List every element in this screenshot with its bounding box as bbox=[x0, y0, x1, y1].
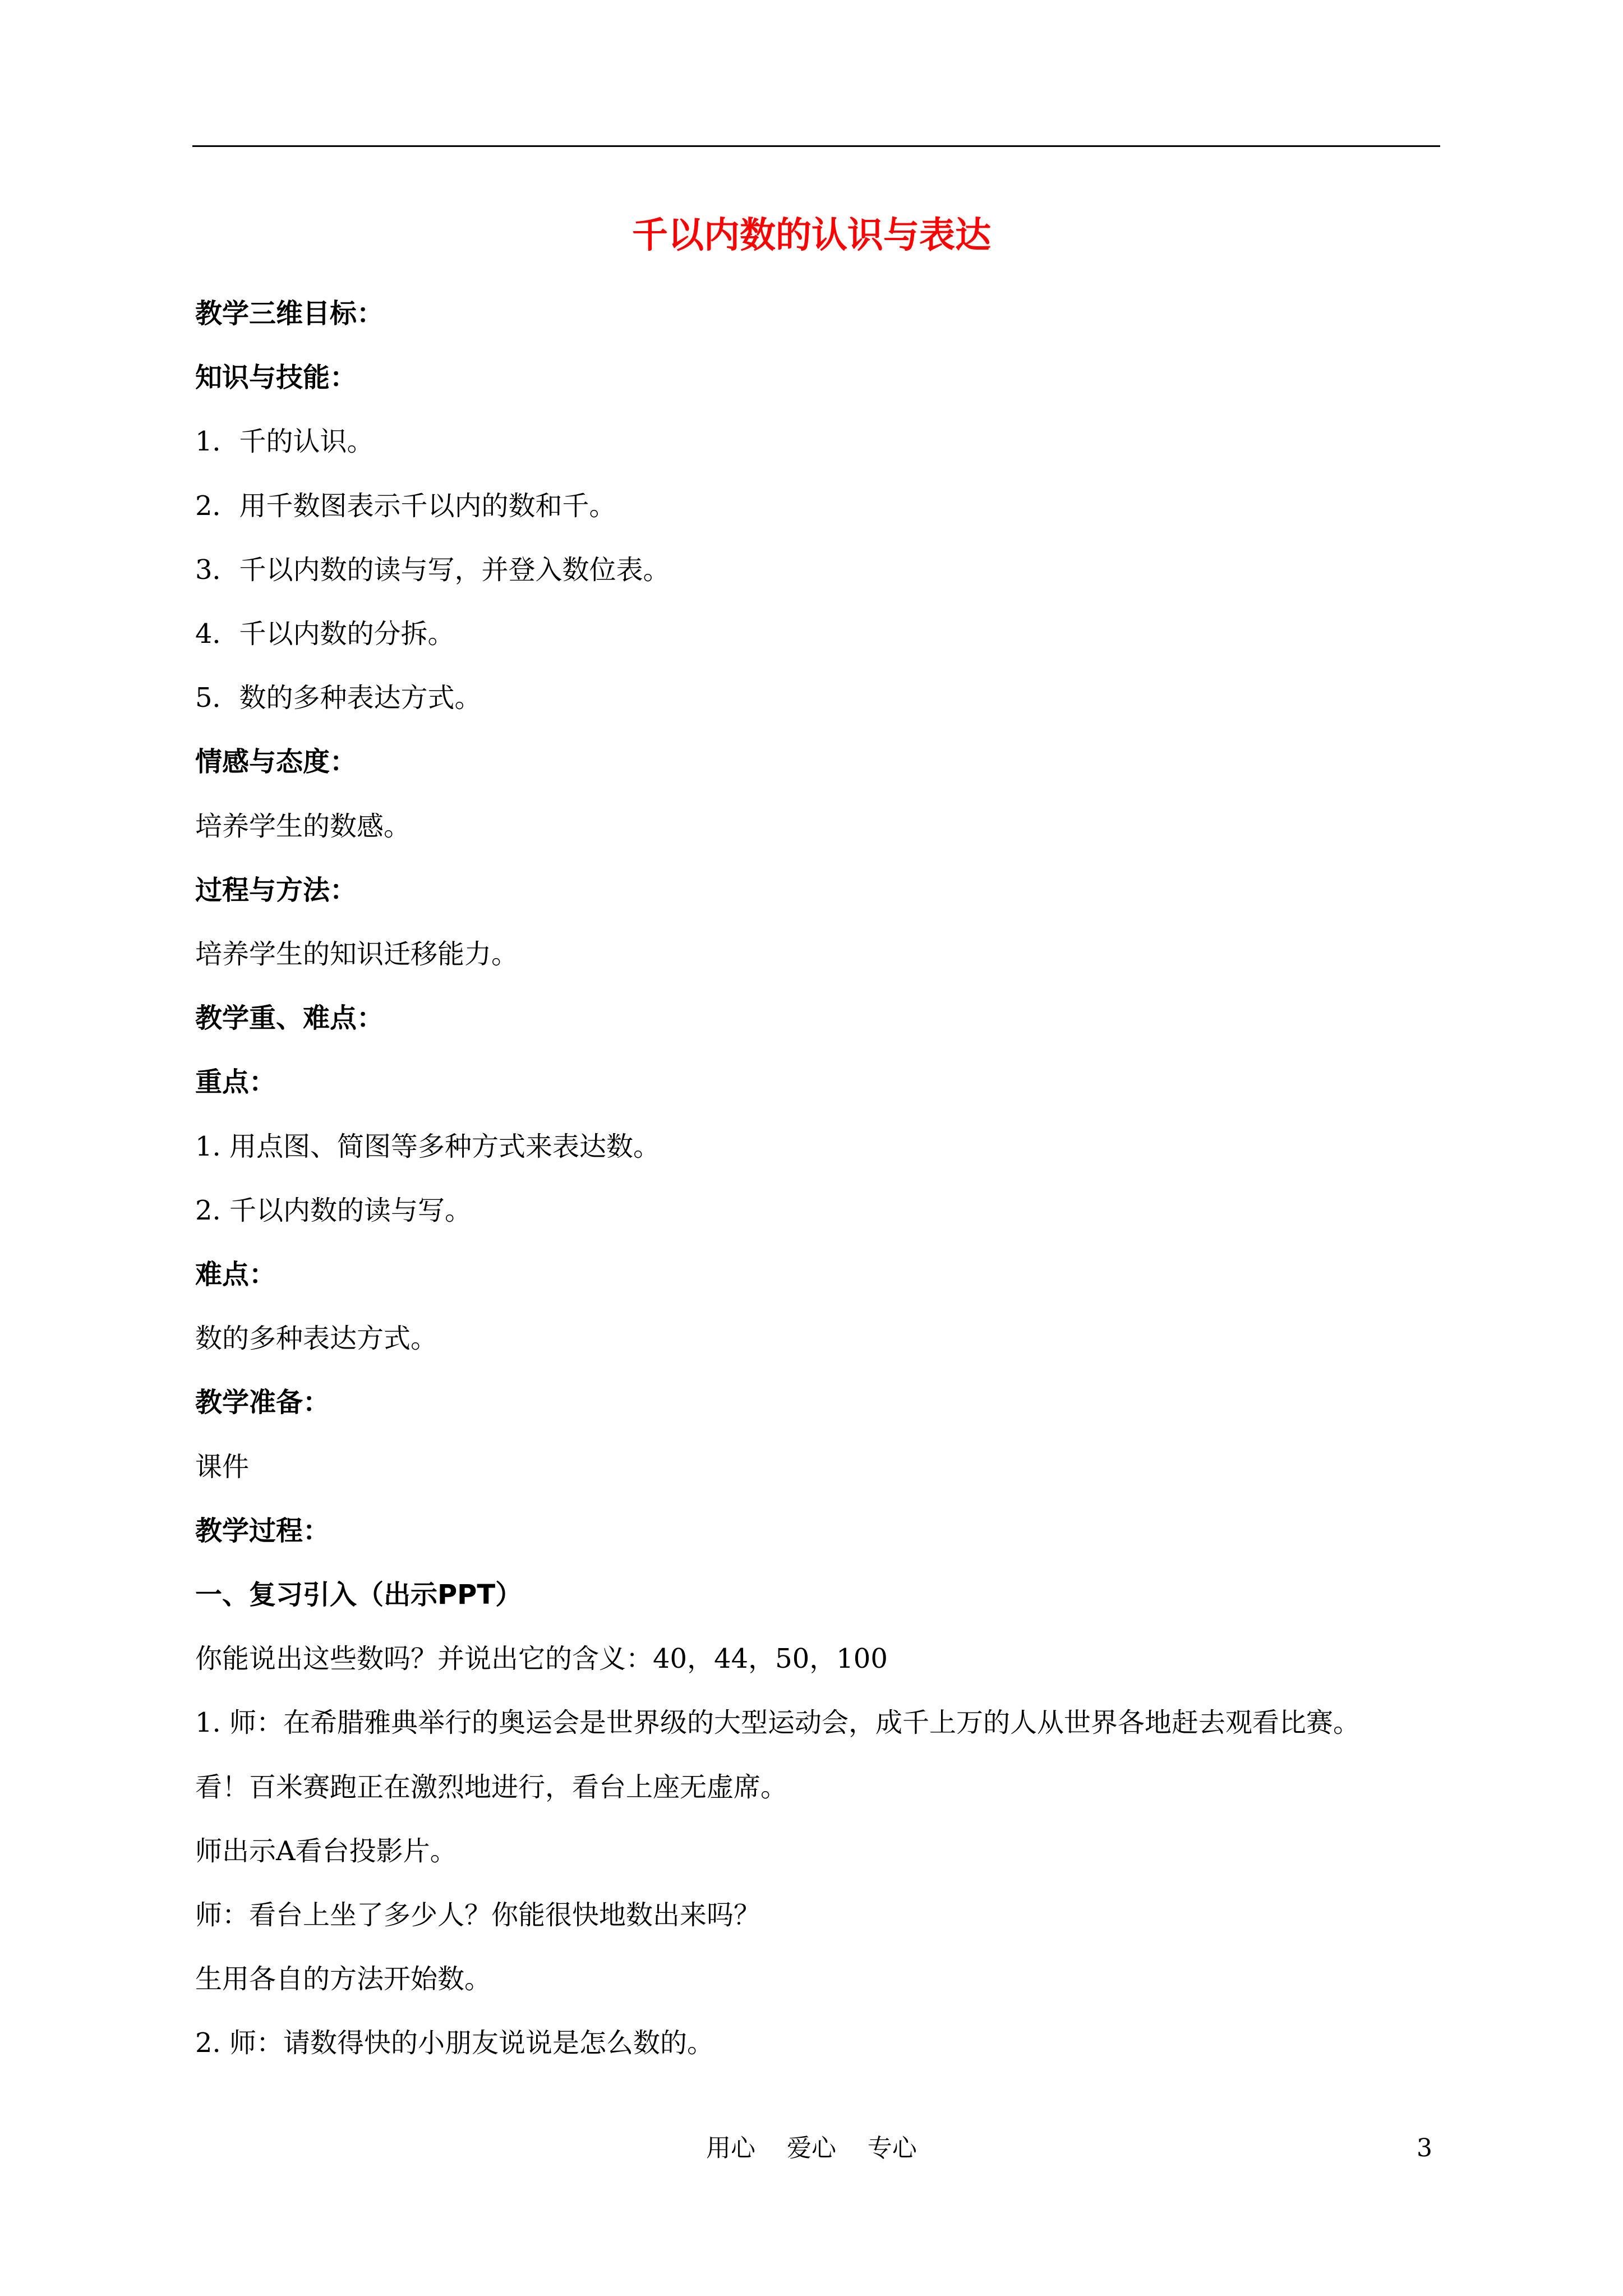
line-23: 1. 师：在希腊雅典举行的奥运会是世界级的大型运动会，成千上万的人从世界各地赶去观看比赛。 bbox=[195, 1707, 1361, 1738]
page-number: 3 bbox=[1417, 2134, 1432, 2162]
line-7: 5．数的多种表达方式。 bbox=[195, 682, 482, 714]
line-1: 教学三维目标： bbox=[195, 298, 384, 329]
line-12: 教学重、难点： bbox=[195, 1002, 384, 1034]
line-26: 师：看台上坐了多少人？你能很快地数出来吗？ bbox=[195, 1899, 761, 1931]
header-rule bbox=[192, 145, 1440, 147]
line-2: 知识与技能： bbox=[195, 362, 357, 393]
line-19: 课件 bbox=[195, 1451, 250, 1483]
line-9: 培养学生的数感。 bbox=[195, 811, 411, 842]
page-title: 千以内数的认识与表达 bbox=[632, 215, 991, 256]
line-13: 重点： bbox=[195, 1066, 276, 1098]
line-22: 你能说出这些数吗？并说出它的含义：40，44，50，100 bbox=[195, 1643, 888, 1674]
line-20: 教学过程： bbox=[195, 1515, 330, 1547]
line-24: 看！百米赛跑正在激烈地进行，看台上座无虚席。 bbox=[195, 1772, 788, 1803]
line-28: 2. 师：请数得快的小朋友说说是怎么数的。 bbox=[195, 2027, 714, 2059]
line-16: 难点： bbox=[195, 1259, 276, 1290]
line-11: 培养学生的知识迁移能力。 bbox=[195, 938, 519, 970]
line-15: 2. 千以内数的读与写。 bbox=[195, 1195, 472, 1226]
line-10: 过程与方法： bbox=[195, 875, 357, 906]
line-27: 生用各自的方法开始数。 bbox=[195, 1963, 492, 1995]
line-18: 教学准备： bbox=[195, 1387, 330, 1418]
line-14: 1. 用点图、简图等多种方式来表达数。 bbox=[195, 1131, 661, 1162]
line-25: 师出示A看台投影片。 bbox=[195, 1835, 457, 1867]
line-6: 4．千以内数的分拆。 bbox=[195, 618, 455, 650]
line-4: 2．用千数图表示千以内的数和千。 bbox=[195, 490, 616, 522]
line-8: 情感与态度： bbox=[195, 746, 357, 777]
line-3: 1．千的认识。 bbox=[195, 426, 374, 457]
line-17: 数的多种表达方式。 bbox=[195, 1323, 438, 1354]
footer-text: 用心 爱心 专心 bbox=[706, 2134, 917, 2162]
line-21: 一、复习引入（出示PPT） bbox=[195, 1579, 523, 1611]
line-5: 3．千以内数的读与写，并登入数位表。 bbox=[195, 554, 670, 586]
